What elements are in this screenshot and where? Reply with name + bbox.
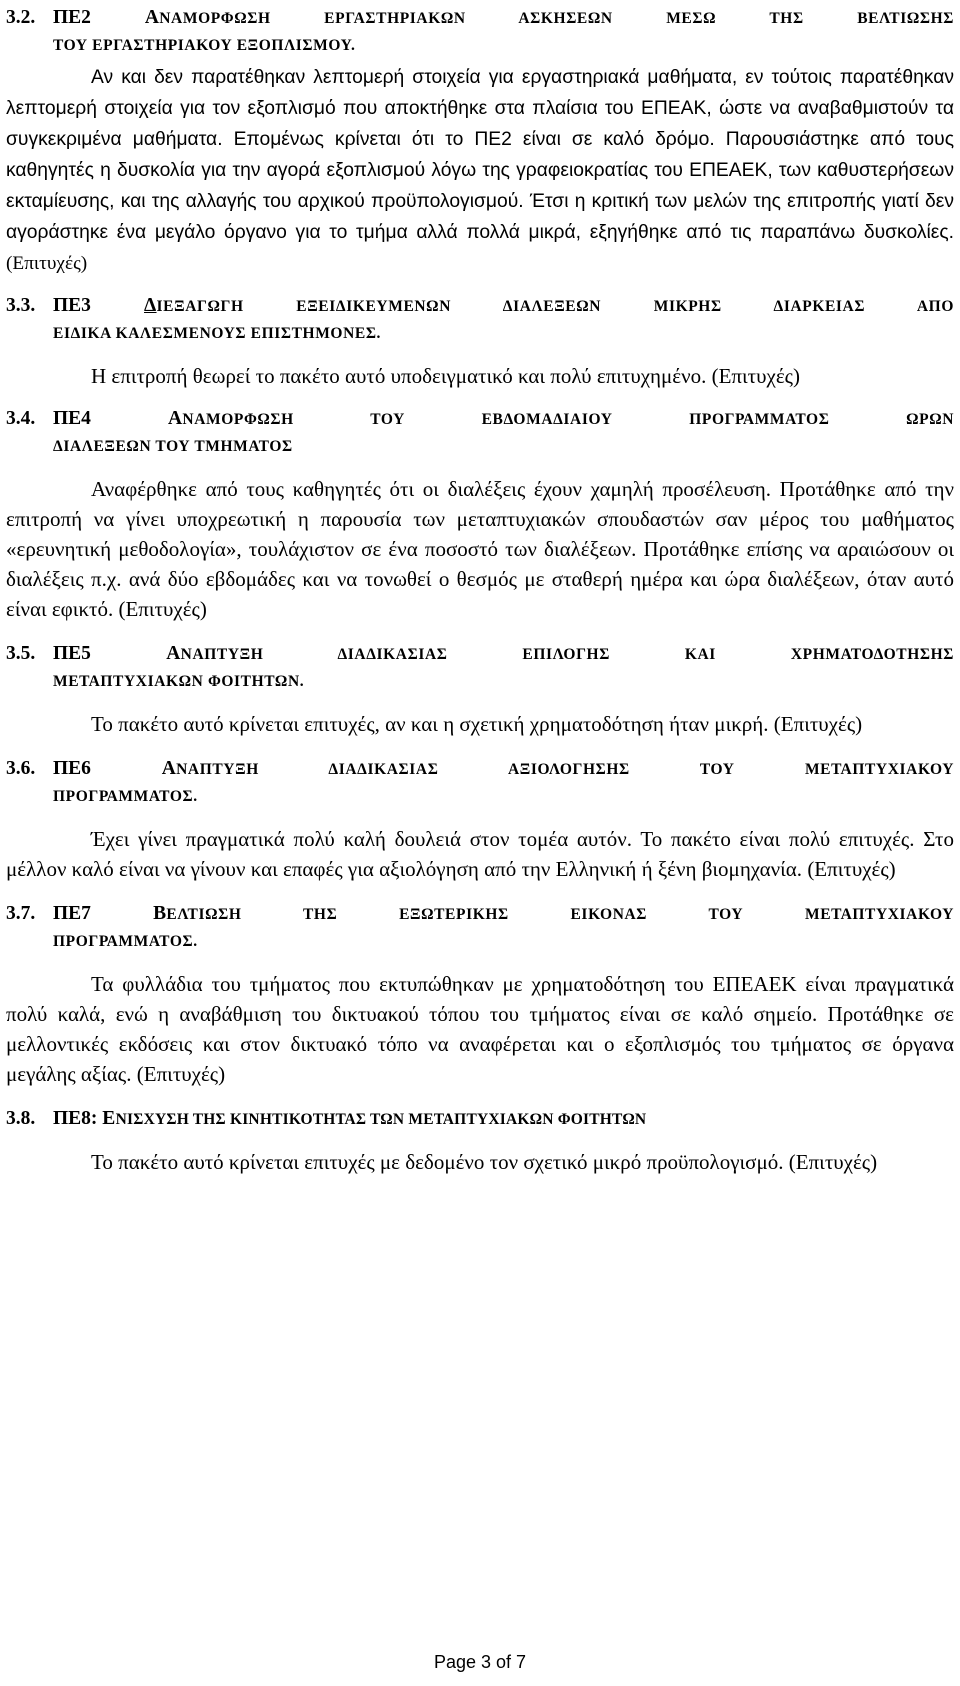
section-heading — [6, 755, 954, 810]
title-line-1: ΝΙΣΧΥΣΗ ΤΗΣ ΚΙΝΗΤΙΚΟΤΗΤΑΣ ΤΩΝ ΜΕΤΑΠΤΥΧΙΑΚΩΝ ΦΟΙΤΗΤΩΝ — [115, 1111, 647, 1128]
section-3-3 — [6, 292, 954, 391]
title-line-1: ΙΕΞΑΓΩΓΗ ΕΞΕΙΔΙΚΕΥΜΕΝΩΝ ΔΙΑΛΕΞΕΩΝ ΜΙΚΡΗΣ ΔΙΑΡΚΕΙΑΣ ΑΠΟ — [156, 298, 954, 315]
title-line-2: ΤΟΥ ΕΡΓΑΣΤΗΡΙΑΚΟΥ ΕΞΟΠΛΙΣΜΟΥ. — [53, 37, 356, 54]
section-title — [53, 640, 954, 695]
section-body — [6, 361, 954, 391]
section-3-5 — [6, 640, 954, 739]
title-line-1: ΝΑΠΤΥΞΗ ΔΙΑΔΙΚΑΣΙΑΣ ΕΠΙΛΟΓΗΣ ΚΑΙ ΧΡΗΜΑΤΟΔΟΤΗΣΗΣ — [180, 646, 954, 663]
section-code: ΠΕ4 — [53, 408, 91, 429]
section-body — [6, 62, 954, 279]
document-page — [6, 4, 954, 1177]
section-heading — [6, 640, 954, 695]
section-title — [53, 292, 954, 347]
section-3-8 — [6, 1105, 954, 1177]
section-code: ΠΕ5 — [53, 643, 91, 664]
body-text: Το πακέτο αυτό κρίνεται επιτυχές με δεδομένο τον σχετικό μικρό προϋπολογισμό. — [91, 1150, 784, 1174]
section-3-7 — [6, 900, 954, 1089]
title-line-2: ΜΕΤΑΠΤΥΧΙΑΚΩΝ ΦΟΙΤΗΤΩΝ. — [53, 673, 305, 690]
title-lead-letter: Α — [166, 643, 181, 664]
section-heading — [6, 900, 954, 955]
section-body — [6, 824, 954, 884]
body-text: Αναφέρθηκε από τους καθηγητές ότι οι διαλέξεις έχουν χαμηλή προσέλευση. Προτάθηκε από την επιτροπή να γίνει υποχρεωτική η παρουσία των μεταπτυχιακών σπουδαστών σαν μέρος του μαθήματος «ερευνητική μεθοδολογία», τουλάχιστον σε ένα ποσοστό των διαλέξεων. Προτάθηκε επίσης να αραιώσουν οι διαλέξεις π.χ. ανά δύο εβδομάδες και να τονωθεί ο θεσμός με σταθερή ημέρα και ώρα διαλέξεων, όταν αυτό είναι εφικτό. — [6, 477, 954, 621]
verdict: (Επιτυχές) — [711, 364, 800, 388]
title-line-1: ΕΛΤΙΩΣΗ ΤΗΣ ΕΞΩΤΕΡΙΚΗΣ ΕΙΚΟΝΑΣ ΤΟΥ ΜΕΤΑΠΤΥΧΙΑΚΟΥ — [166, 906, 955, 923]
section-heading — [6, 4, 954, 59]
section-number: 3.4. — [6, 408, 36, 429]
title-line-2: ΠΡΟΓΡΑΜΜΑΤΟΣ. — [53, 933, 198, 950]
section-code: ΠΕ7 — [53, 903, 91, 924]
section-heading — [6, 1105, 954, 1133]
title-line-2: ΠΡΟΓΡΑΜΜΑΤΟΣ. — [53, 788, 198, 805]
body-text: Τα φυλλάδια του τμήματος που εκτυπώθηκαν με χρηματοδότηση του ΕΠΕΑΕΚ είναι πραγματικά πολύ καλά, ενώ η αναβάθμιση του δικτυακού τόπου του τμήματος είναι σε καλό σημείο. Προτάθηκε σε μελλοντικές εκδόσεις και στον δικτυακό τόπο να αναφέρεται και ο εξοπλισμός του τμήματος σε όργανα μεγάλης αξίας. — [6, 972, 954, 1086]
verdict: (Επιτυχές) — [118, 597, 207, 621]
verdict: (Επιτυχές) — [6, 253, 88, 274]
section-title — [53, 4, 954, 59]
section-title — [53, 1105, 954, 1133]
verdict: (Επιτυχές) — [136, 1062, 226, 1086]
section-number: 3.3. — [6, 295, 36, 316]
section-3-6 — [6, 755, 954, 884]
section-code: ΠΕ8: — [53, 1108, 98, 1129]
section-number: 3.8. — [6, 1108, 36, 1129]
title-line-2: ΕΙΔΙΚΑ ΚΑΛΕΣΜΕΝΟΥΣ ΕΠΙΣΤΗΜΟΝΕΣ. — [53, 325, 382, 342]
section-body — [6, 1147, 954, 1177]
body-text: Έχει γίνει πραγματικά πολύ καλή δουλειά στον τομέα αυτόν. Το πακέτο είναι πολύ επιτυχές. Στο μέλλον καλό είναι να γίνουν και επαφές για αξιολόγηση από την Ελληνική ή ξένη βιομηχανία. — [6, 827, 954, 881]
body-text: Αν και δεν παρατέθηκαν λεπτομερή στοιχεία για εργαστηριακά μαθήματα, εν τούτοις παρατέθηκαν λεπτομερή στοιχεία για τον εξοπλισμό που αποκτήθηκε στα πλαίσια του ΕΠΕΑΚ, ώστε να αναβαθμιστούν τα συγκεκριμένα μαθήματα. Επομένως κρίνεται ότι το ΠΕ2 είναι σε καλό δρόμο. Παρουσιάστηκε από τους καθηγητές η δυσκολία για την αγορά εξοπλισμού λόγω της γραφειοκρατίας του ΕΠΕΑΕΚ, των καθυστερήσεων εκταμίευσης, και της αλλαγής του αρχικού προϋπολογισμού. Έτσι η κριτική των μελών της επιτροπής γιατί δεν αγοράστηκε ένα μεγάλο όργανο για το τμήμα αλλά πολλά μικρά, εξηγήθηκε από τις παραπάνω δυσκολίες. — [6, 67, 954, 243]
section-title — [53, 755, 954, 810]
section-body — [6, 474, 954, 624]
section-heading — [6, 405, 954, 460]
section-title — [53, 900, 954, 955]
verdict: (Επιτυχές) — [773, 712, 863, 736]
title-lead-letter: Ε — [102, 1108, 116, 1129]
section-number: 3.5. — [6, 643, 36, 664]
section-title — [53, 405, 954, 460]
section-code: ΠΕ6 — [53, 758, 91, 779]
section-code: ΠΕ3 — [53, 295, 91, 316]
title-line-1: ΝΑΜΟΡΦΩΣΗ ΕΡΓΑΣΤΗΡΙΑΚΩΝ ΑΣΚΗΣΕΩΝ ΜΕΣΩ ΤΗΣ ΒΕΛΤΙΩΣΗΣ — [159, 10, 954, 27]
section-3-2 — [6, 4, 954, 279]
title-line-1: ΝΑΜΟΡΦΩΣΗ ΤΟΥ ΕΒΔΟΜΑΔΙΑΙΟΥ ΠΡΟΓΡΑΜΜΑΤΟΣ ΩΡΩΝ — [182, 411, 955, 428]
body-text: Το πακέτο αυτό κρίνεται επιτυχές, αν και η σχετική χρηματοδότηση ήταν μικρή. — [91, 712, 769, 736]
title-lead-letter: Α — [168, 408, 183, 429]
title-lead-letter: Δ — [144, 295, 157, 316]
section-number: 3.2. — [6, 7, 36, 28]
section-3-4 — [6, 405, 954, 624]
page-number: Page 3 of 7 — [433, 1652, 527, 1672]
title-lead-letter: Α — [144, 7, 160, 28]
page-footer — [0, 1652, 960, 1673]
section-number: 3.7. — [6, 903, 36, 924]
title-line-1: ΝΑΠΤΥΞΗ ΔΙΑΔΙΚΑΣΙΑΣ ΑΞΙΟΛΟΓΗΣΗΣ ΤΟΥ ΜΕΤΑΠΤΥΧΙΑΚΟΥ — [176, 761, 954, 778]
verdict: (Επιτυχές) — [788, 1150, 878, 1174]
title-lead-letter: Β — [153, 903, 167, 924]
body-text: Η επιτροπή θεωρεί το πακέτο αυτό υποδειγματικό και πολύ επιτυχημένο. — [91, 364, 707, 388]
section-body — [6, 969, 954, 1089]
section-code: ΠΕ2 — [53, 7, 91, 28]
title-line-2: ΔΙΑΛΕΞΕΩΝ ΤΟΥ ΤΜΗΜΑΤΟΣ — [53, 438, 293, 455]
section-body — [6, 709, 954, 739]
title-lead-letter: Α — [161, 758, 177, 779]
section-heading — [6, 292, 954, 347]
verdict: (Επιτυχές) — [807, 857, 896, 881]
section-number: 3.6. — [6, 758, 36, 779]
